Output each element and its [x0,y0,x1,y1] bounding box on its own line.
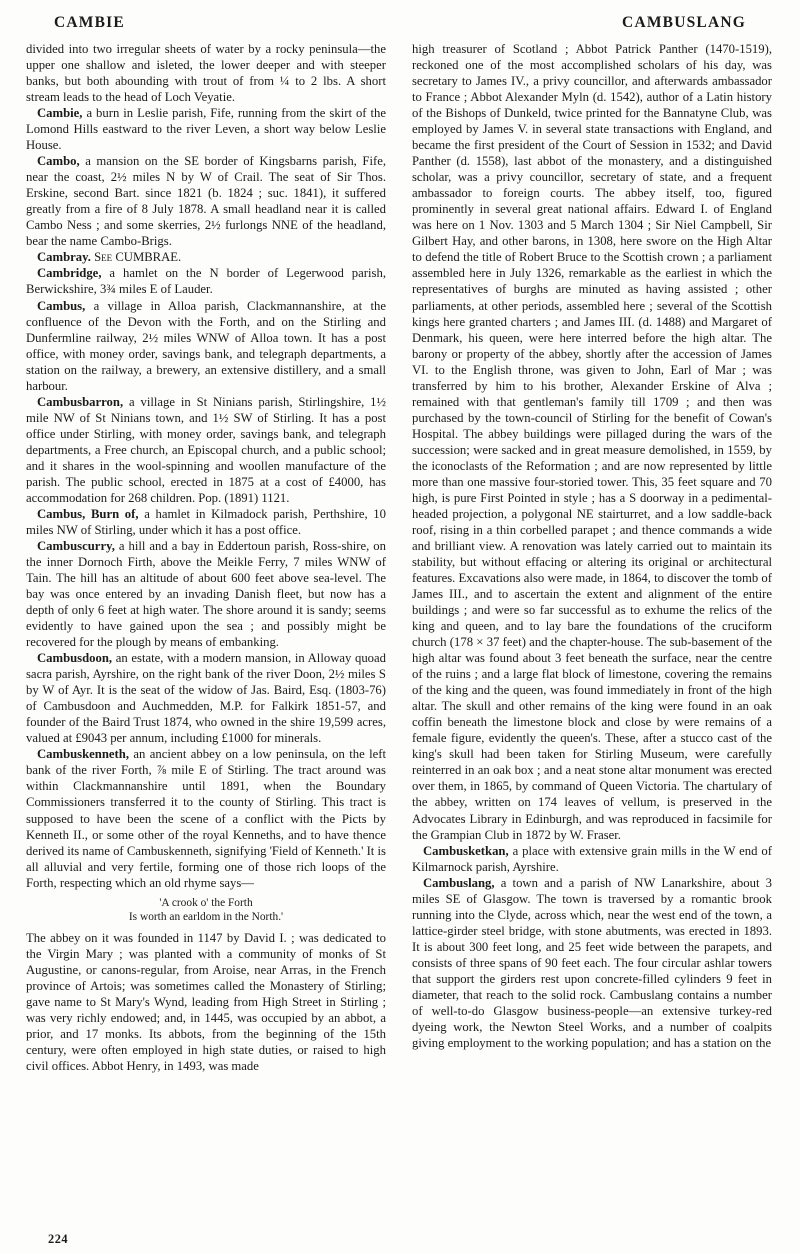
right-column [412,41,772,1201]
headword: Cambusdoon, [37,651,113,666]
entry-cambie [26,105,386,153]
entry-text: a hamlet in Kilmadock parish, Perthshire, 10 miles NW of Stirling, under which it has a post office. [26,506,386,537]
headword: Cambuskenneth, [37,747,130,762]
entry-cambusdoon [26,650,386,746]
entry-cambus-burn-of [26,506,386,538]
entry-cambus [26,298,386,394]
verse-line-2: Is worth an earldom in the North.' [128,911,284,924]
page-number: 224 [48,1232,69,1246]
entry-text: a village in St Ninians parish, Stirlingshire, 1½ mile NW of St Ninians town, and 1½ SW of Stirling. It has a post office under Stirling, with money order, savings bank, and telegraph departments, a Free church, an Episcopal church, and a public school; and it shares in the wool-spinning and woollen manufacture of the parish. The public school, erected in 1875 at a cost of £4000, has accommodation for 268 children. Pop. (1891) 1121. [26,394,386,505]
running-head-right: CAMBUSLANG [622,14,746,31]
entry-text: an estate, with a modern mansion, in Alloway quoad sacra parish, Ayrshire, on the right bank of the river Doon, 2½ miles S by W of Ayr. It is the seat of the widow of Jas. Baird, Esq. (1803-76) of Cambusdoon and Auchmedden, M.P. for Falkirk 1851-57, and founder of the Baird Trust 1874, who owned in the shire 19,599 acres, valued at £9043 per annum, including £1000 for minerals. [26,651,386,746]
running-head-left: CAMBIE [54,14,125,31]
entry-text: The abbey on it was founded in 1147 by David I. ; was dedicated to the Virgin Mary ; was planted with a community of monks of St Augustine, or canons-regular, from Aroise, near Arras, in the French province of Artois; was sometimes called the Monastery of Stirling; gave name to St Mary's Wynd, leading from High Street in Stirling ; was very richly endowed; and, in 1445, was occupied by an abbot, a prior, and 17 monks. Its abbots, from the beginning of the 15th century, were often employed in high state duties, or raised to high civil offices. Abbot Henry, in 1493, was made [26,930,386,1074]
headword: Cambusketkan, [423,843,509,858]
left-column [26,41,386,1201]
headword: Cambie, [37,106,83,121]
entry-text: a town and a parish of NW Lanarkshire, about 3 miles SE of Glasgow. The town is traversed by a romantic brook running into the Clyde, across which, near the west end of the town, a lattice-girder steel bridge, with stone abutments, was erected in 1893. It is about 300 feet long, and 25 feet wide between the parapets, and consists of three spans of 90 feet each. The four circular ashlar towers that support the girders rest upon concrete-filled cylinders 9 feet in diameter, that reach to the solid rock. Cambuslang contains a number of well-to-do Glasgow business-people—an extensive turkey-red dyeing work, the Newton Steel Works, and a number of coalpits giving employment to the working population; and has a station on the [412,875,772,1050]
entry-text: a mansion on the SE border of Kingsbarns parish, Fife, near the coast, 2½ miles N by W of Crail. The seat of Sir Thos. Erskine, second Bart. since 1821 (b. 1824 ; suc. 1841), it suffered greatly from a fire of 8 July 1878. A small headland near it is called Cambo Ness ; and some skerries, 2½ furlongs NNE of the headland, bear the name Cambo-Brigs. [26,154,386,249]
entry-cambridge [26,265,386,297]
entry-text: See CUMBRAE. [90,250,182,265]
headword: Cambuscurry, [37,538,115,553]
entry-cambusbarron [26,394,386,506]
headword: Cambusbarron, [37,394,124,409]
entry-text: a hamlet on the N border of Legerwood parish, Berwickshire, 3¾ miles E of Lauder. [26,266,386,297]
headword: Cambray. [37,250,91,265]
headword: Cambus, Burn of, [37,506,139,521]
entry-cambo [26,153,386,249]
verse-line-1: 'A crook o' the Forth [159,896,253,909]
paragraph-abbey-history [26,930,386,1074]
entry-text: a hill and a bay in Eddertoun parish, Ross-shire, on the inner Dornoch Firth, above the Meikle Ferry, 7 miles WNW of Tain. The hill has an altitude of about 600 feet above sea-level. The bay was once entered by an invading Danish fleet, but now has a depth of only 6 feet at high water. The shore around it is sandy; seems evidently to have gained upon the sea ; and possibly might be recovered for the plough by means of embanking. [26,538,386,650]
headword: Cambridge, [37,266,102,281]
entry-text: divided into two irregular sheets of water by a rocky peninsula—the upper one shallow and isleted, the lower deeper and with steeper banks, but both abounding with trout of from ¼ to 2 lbs. A short stream leads to the head of Loch Veyatie. [26,42,386,105]
headword: Cambo, [37,154,80,169]
entry-text: an ancient abbey on a low peninsula, on the left bank of the river Forth, ⅞ mile E of Stirling. The tract around was within Clackmannanshire until 1891, when the Boundary Commissioners transferred it to the county of Stirling. This tract is supposed to have been the scene of a conflict with the Picts by Kenneth II., or some other of the royal Kenneths, and to have thence derived its name of Cambuskenneth, signifying 'Field of Kenneth.' It is all alluvial and very fertile, forming one of those rich loops of the Forth, respecting which an old rhyme says— [26,747,386,890]
entry-cambuscurry [26,538,386,650]
entry-cambuslang [412,875,772,1051]
paragraph-cambie-continued [26,41,386,105]
verse-quotation [26,896,386,925]
entry-cambuskenneth [26,746,386,890]
paragraph-abbey-continued [412,41,772,843]
entry-text: a burn in Leslie parish, Fife, running from the skirt of the Lomond Hills eastward to the river Leven, a short way below Leslie House. [26,106,386,153]
entry-cambusketkan [412,843,772,875]
entry-text: a village in Alloa parish, Clackmannanshire, at the confluence of the Devon with the Forth, and on the Stirling and Dunfermline railway, 2½ miles WNW of Alloa town. It has a post office, with money order, savings bank, and telegraph departments, a station on the railway, a brewery, an extensive distillery, and a small harbour. [26,298,386,393]
running-head [26,14,774,32]
headword: Cambuslang, [423,875,495,890]
entry-cambray [26,249,386,265]
entry-text: a place with extensive grain mills in the W end of Kilmarnock parish, Ayrshire. [412,843,772,874]
headword: Cambus, [37,298,86,313]
entry-text: high treasurer of Scotland ; Abbot Patrick Panther (1470-1519), reckoned one of the most accomplished scholars of his day, was secretary to James IV., a privy councillor, and afterwards ambassador to France ; Abbot Alexander Myln (d. 1542), author of a Latin history of the Bishops of Dunkeld, twice printed for the Bannatyne Club, was employed by James V. in several state transactions with England, and became the first president of the Court of Session in 1532; and David Panther (d. 1558), last abbot of the monastery, and a distinguished scholar, was a privy councillor, secretary of state, and a frequent ambassador to foreign courts. The abbey itself, too, figured prominently in several great national affairs. Edward I. of England was here on 1 Nov. 1303 and 5 March 1304 ; Sir Niel Campbell, Sir Gilbert Hay, and other barons, in 1308, here swore on the High Altar to defend the title of Robert Bruce to the Scottish crown ; a parliament assembled here in July 1326, remarkable as the earliest in which the representatives of burghs are minuted as having assisted ; other parliaments, at other periods, assembled here ; several of the Scottish kings here granted charters ; and James III. (d. 1488) and Margaret of Denmark, his queen, were here interred before the high altar. The barony or property of the abbey, shortly after the accession of James VI. to the English throne, was given to John, Earl of Mar ; was transferred by him to his brother, Alexander Erskine of Alva ; remained with that gentleman's family till 1709 ; and then was purchased by the town-council of Stirling for the benefit of Cowan's Hospital. The abbey buildings were pillaged during the wars of the succession; were sacked and in great measure demolished, in 1559, by the iconoclasts of the Reformation ; and are now represented by little more than one massive four-storied tower. This, 35 feet square and 70 high, is pure First Pointed in style ; has a S doorway in a pedimental-headed projection, a polygonal NE stairturret, and a low saddle-back roof, rising in a thin corbelled parapet ; and thence commands a wide and brilliant view. A renovation was lately carried out to maintain its stability, but without effacing or altering its original or architectural features. Excavations also were made, in 1864, to discover the tomb of James III., and to ascertain the extent and alignment of the entire buildings ; and were so far successful as to exhume the relics of the king and queen, and to lay bare the foundations of the cruciform church (178 × 37 feet) and the chapter-house. The sub-basement of the high altar was found about 3 feet beneath the surface, near the centre of the ruins ; and a large flat block of limestone, covering the remains of the king and the queen, was found immediately in front of the high altar. The skull and other remains of the king were found in an oak coffin beneath the limestone block and close by were remains of a female figure, evidently the queen's. These, after a stucco cast of the king's skull had been taken for Stirling Museum, were carefully reinterred in an oak box ; and a neat stone altar monument was erected over them, in 1865, by command of Queen Victoria. The chartulary of the abbey, written on 174 leaves of vellum, is preserved in the Advocates Library in Edinburgh, and was reproduced in facsimile for the Grampian Club in 1872 by W. Fraser. [412,42,772,842]
two-column-body [26,41,774,1201]
